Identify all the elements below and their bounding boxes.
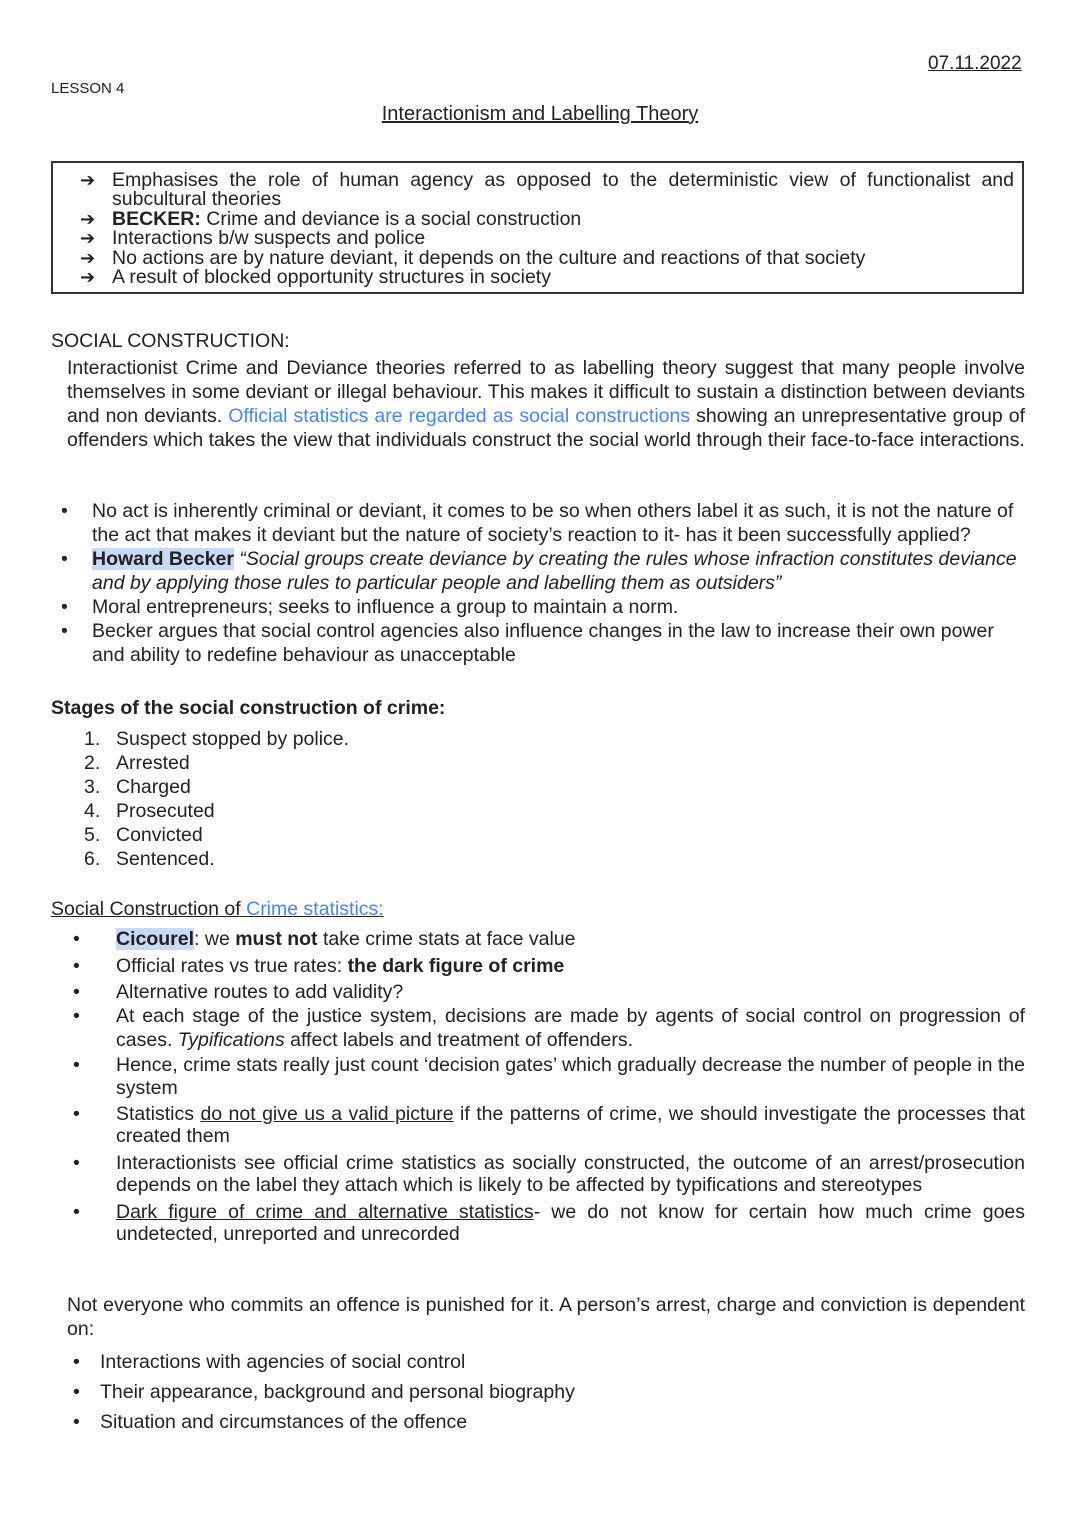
- arrow-icon: ➔: [80, 170, 96, 191]
- summary-item: ➔ Emphasises the role of human agency as opposed to the deterministic view of functionalist and subcultural theories: [80, 169, 1014, 211]
- page-title: Interactionism and Labelling Theory: [381, 103, 699, 125]
- bullet-icon: •: [61, 620, 68, 642]
- list-item: • Interactions with agencies of social control: [67, 1347, 575, 1377]
- list-item: • Interactionists see official crime statistics as socially constructed, the outcome of an arrest/prosecution depends on the label they attach which is likely to be affected by typifications and stereotypes: [73, 1152, 1025, 1196]
- bullet-icon: •: [73, 1201, 80, 1223]
- lesson-number: LESSON 4: [51, 80, 125, 97]
- list-item: • Situation and circumstances of the offence: [67, 1407, 575, 1437]
- stages-list: [84, 727, 349, 871]
- list-item: • Cicourel: we must not take crime stats at face value: [73, 928, 576, 950]
- social-construction-paragraph: Interactionist Crime and Deviance theories referred to as labelling theory suggest that many people involve themselves in some deviant or illegal behaviour. This makes it difficult to sustain a distinction between deviants and non deviants. Official statistics are regarded as social constructions showing an unrepresentative group of offenders which takes the view that individuals construct the social world through their face-to-face interactions.: [67, 357, 1025, 451]
- becker-quote: “Social groups create deviance by creating the rules whose infraction constitutes deviance and by applying those rules to particular people and labelling them as outsiders”: [92, 548, 1017, 594]
- bullet-icon: •: [73, 928, 80, 950]
- bullet-icon: •: [73, 1054, 80, 1076]
- list-item: • Dark figure of crime and alternative statistics- we do not know for certain how much crime goes undetected, unreported and unrecorded: [73, 1201, 1026, 1245]
- arrow-icon: ➔: [80, 247, 96, 269]
- arrow-icon: ➔: [80, 267, 96, 289]
- stage-item: 5. Convicted: [84, 824, 203, 846]
- list-item: • Becker argues that social control agencies also influence changes in the law to increase their own power and ability to redefine behaviour as unacceptable: [61, 620, 994, 666]
- bullet-icon: •: [61, 596, 68, 618]
- becker-name: Howard Becker: [92, 548, 234, 570]
- stages-heading: Stages of the social construction of crime:: [51, 697, 446, 719]
- summary-item: ➔ A result of blocked opportunity structures in society: [80, 266, 551, 289]
- bullet-icon: •: [73, 1381, 80, 1403]
- summary-box: [51, 161, 1024, 294]
- list-item: • Statistics do not give us a valid picture if the patterns of crime, we should investigate the processes that created them: [73, 1103, 1025, 1147]
- list-item: • At each stage of the justice system, decisions are made by agents of social control on progression of cases. Typifications affect labels and treatment of offenders.: [73, 1005, 1025, 1051]
- list-item: • Hence, crime stats really just count ‘decision gates’ which gradually decrease the number of people in the system: [73, 1054, 1025, 1099]
- bullet-icon: •: [73, 955, 80, 977]
- arrow-icon: ➔: [80, 228, 96, 250]
- stage-item: 2. Arrested: [84, 752, 190, 774]
- list-item: • Their appearance, background and personal biography: [67, 1377, 575, 1407]
- list-item: • Alternative routes to add validity?: [73, 981, 404, 1003]
- section-heading-social-construction: SOCIAL CONSTRUCTION:: [51, 330, 290, 352]
- bullet-icon: •: [61, 500, 68, 522]
- list-item: • Official rates vs true rates: the dark figure of crime: [73, 955, 565, 977]
- stage-item: 1. Suspect stopped by police.: [84, 728, 350, 750]
- bullet-icon: •: [73, 981, 80, 1003]
- bullet-icon: •: [73, 1005, 80, 1027]
- dependence-paragraph: Not everyone who commits an offence is punished for it. A person’s arrest, charge and conviction is dependent on:: [67, 1294, 1025, 1340]
- stage-item: 3. Charged: [84, 776, 191, 798]
- stage-item: 4. Prosecuted: [84, 800, 215, 822]
- arrow-icon: ➔: [80, 208, 96, 230]
- stage-item: 6. Sentenced.: [84, 848, 215, 870]
- list-item: • No act is inherently criminal or deviant, it comes to be so when others label it as such, it is not the nature of the act that makes it deviant but the nature of society’s reaction to it- has it been successfully applied?: [61, 500, 1014, 546]
- list-item: [51, 547, 1025, 595]
- dependence-list: [67, 1347, 575, 1437]
- crime-stats-list: [51, 927, 1025, 1245]
- summary-item: ➔ No actions are by nature deviant, it depends on the culture and reactions of that society: [80, 246, 866, 269]
- bullet-icon: •: [73, 1351, 80, 1373]
- bullet-icon: •: [73, 1411, 80, 1433]
- crime-stats-heading: Social Construction of Crime statistics:: [51, 898, 384, 920]
- list-item: • Moral entrepreneurs; seeks to influence a group to maintain a norm.: [61, 596, 679, 618]
- becker-label: BECKER:: [112, 207, 201, 230]
- bullet-icon: •: [73, 1152, 80, 1174]
- bullet-icon: •: [61, 548, 68, 570]
- bullet-icon: •: [73, 1103, 80, 1125]
- summary-item: ➔ BECKER: Crime and deviance is a social construction: [80, 207, 582, 230]
- highlighted-phrase: Official statistics are regarded as social constructions: [228, 405, 691, 427]
- summary-item: ➔ Interactions b/w suspects and police: [80, 227, 426, 250]
- lesson-date: 07.11.2022: [928, 53, 1022, 74]
- labelling-bullet-list: [51, 499, 1025, 667]
